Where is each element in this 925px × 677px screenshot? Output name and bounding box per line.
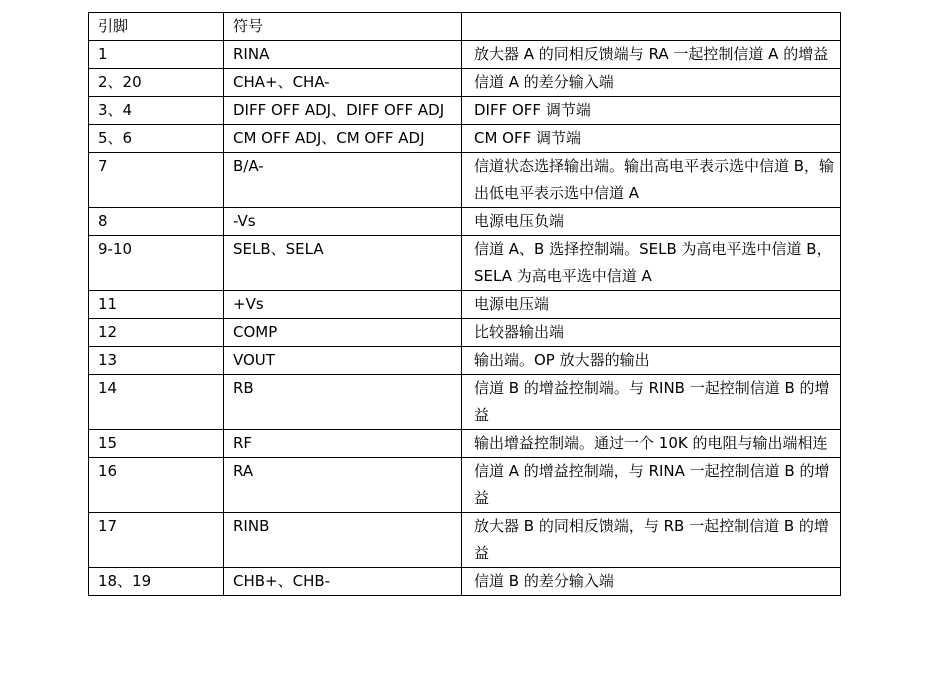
cell-description: 信道 A、B 选择控制端。SELB 为高电平选中信道 B，SELA 为高电平选中信道 A [462,236,841,291]
cell-pin: 8 [89,208,224,236]
table-header-row [89,13,841,41]
cell-symbol: RF [224,430,462,458]
table-row [89,236,841,291]
cell-description: 信道 A 的差分输入端 [462,69,841,97]
cell-description: 信道 B 的差分输入端 [462,568,841,596]
cell-symbol: RB [224,375,462,430]
table-row [89,69,841,97]
table-row [89,513,841,568]
cell-description: 放大器 B 的同相反馈端，与 RB 一起控制信道 B 的增益 [462,513,841,568]
cell-pin: 2、20 [89,69,224,97]
table-row [89,208,841,236]
cell-pin: 16 [89,458,224,513]
cell-description: 信道 A 的增益控制端，与 RINA 一起控制信道 B 的增益 [462,458,841,513]
cell-pin: 11 [89,291,224,319]
cell-symbol: B/A- [224,153,462,208]
cell-description: CM OFF 调节端 [462,125,841,153]
table-row [89,568,841,596]
header-description [462,13,841,41]
table-row [89,291,841,319]
cell-symbol: -Vs [224,208,462,236]
table-row [89,347,841,375]
cell-symbol: CM OFF ADJ、CM OFF ADJ [224,125,462,153]
cell-pin: 14 [89,375,224,430]
cell-symbol: SELB、SELA [224,236,462,291]
table-row [89,458,841,513]
cell-pin: 5、6 [89,125,224,153]
cell-symbol: RA [224,458,462,513]
cell-description: 比较器输出端 [462,319,841,347]
cell-description: 放大器 A 的同相反馈端与 RA 一起控制信道 A 的增益 [462,41,841,69]
cell-symbol: CHB+、CHB- [224,568,462,596]
table-row [89,430,841,458]
cell-description: 信道 B 的增益控制端。与 RINB 一起控制信道 B 的增益 [462,375,841,430]
table-row [89,319,841,347]
cell-pin: 13 [89,347,224,375]
cell-pin: 18、19 [89,568,224,596]
cell-pin: 7 [89,153,224,208]
table-row [89,125,841,153]
cell-pin: 17 [89,513,224,568]
cell-description: 输出增益控制端。通过一个 10K 的电阻与输出端相连 [462,430,841,458]
table-row [89,153,841,208]
cell-pin: 9-10 [89,236,224,291]
table-row [89,41,841,69]
cell-pin: 15 [89,430,224,458]
cell-description: 电源电压负端 [462,208,841,236]
cell-symbol: COMP [224,319,462,347]
cell-symbol: RINB [224,513,462,568]
pin-function-table [88,12,841,596]
cell-symbol: CHA+、CHA- [224,69,462,97]
cell-symbol: DIFF OFF ADJ、DIFF OFF ADJ [224,97,462,125]
cell-description: DIFF OFF 调节端 [462,97,841,125]
cell-description: 信道状态选择输出端。输出高电平表示选中信道 B，输出低电平表示选中信道 A [462,153,841,208]
header-symbol: 符号 [224,13,462,41]
cell-description: 输出端。OP 放大器的输出 [462,347,841,375]
cell-pin: 12 [89,319,224,347]
cell-symbol: RINA [224,41,462,69]
table-row [89,97,841,125]
table-row [89,375,841,430]
header-pin: 引脚 [89,13,224,41]
cell-pin: 3、4 [89,97,224,125]
cell-pin: 1 [89,41,224,69]
cell-symbol: +Vs [224,291,462,319]
cell-symbol: VOUT [224,347,462,375]
cell-description: 电源电压端 [462,291,841,319]
